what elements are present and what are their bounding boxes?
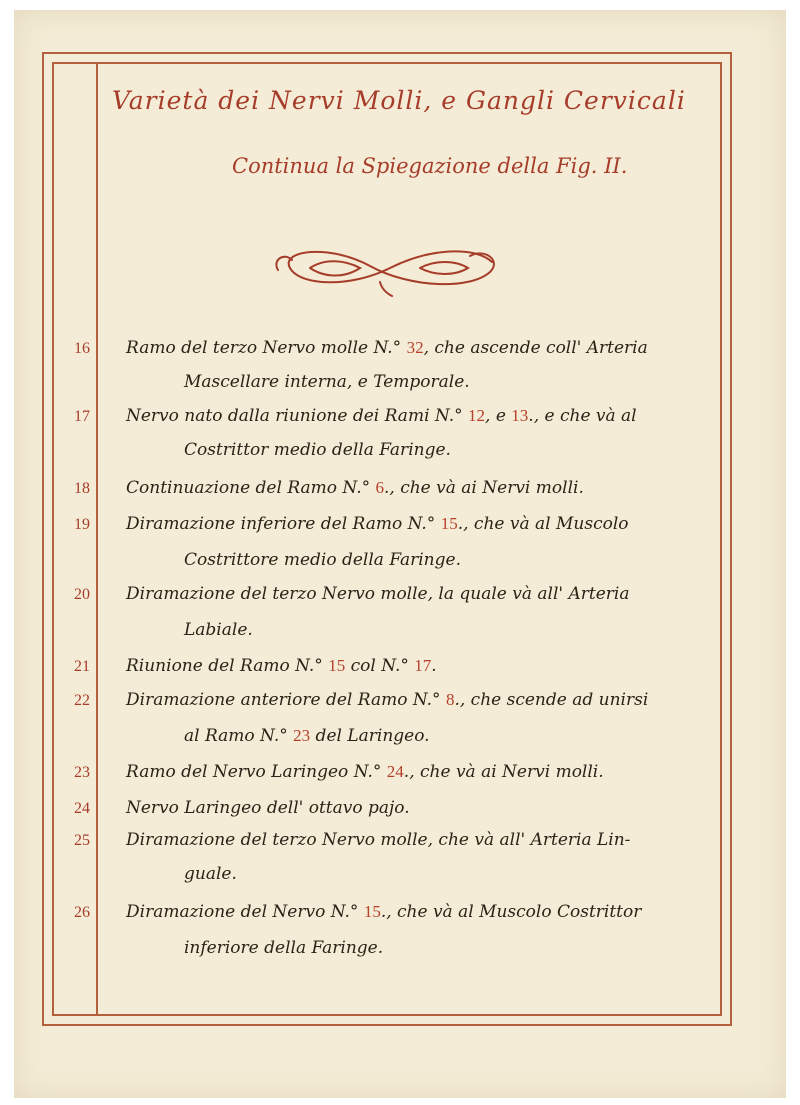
page-title: Varietà dei Nervi Molli, e Gangli Cervicali — [112, 86, 686, 115]
entry-text: Ramo del Nervo Laringeo N.° — [126, 762, 387, 782]
entry-text-line — [126, 830, 630, 850]
entry-text-line — [126, 690, 648, 710]
entry-text-line — [184, 864, 237, 884]
entry-number: 25 — [74, 832, 90, 849]
entry-text-line — [126, 406, 637, 426]
entry-text-line — [126, 902, 641, 922]
page-subtitle: Continua la Spiegazione della Fig. II. — [232, 154, 628, 178]
flourish-ornament — [270, 238, 510, 302]
entry-number: 20 — [74, 586, 90, 603]
reference-number: 15 — [328, 656, 346, 675]
reference-number: 32 — [406, 338, 424, 357]
reference-number: 24 — [386, 762, 404, 781]
entry-text: Mascellare interna, e Temporale. — [184, 372, 470, 392]
entry-number: 22 — [74, 692, 90, 709]
inner-border — [52, 62, 722, 1016]
entry-text: Labiale. — [184, 620, 253, 640]
entry-text-line — [126, 584, 630, 604]
reference-number: 6 — [375, 478, 384, 497]
entry-text: col N.° — [345, 656, 415, 676]
entry-text: Costrittor medio della Faringe. — [184, 440, 451, 460]
entry-number: 19 — [74, 516, 90, 533]
entry-text-line — [184, 726, 430, 746]
entry-text: Costrittore medio della Faringe. — [184, 550, 461, 570]
reference-number: 17 — [414, 656, 432, 675]
reference-number: 15 — [363, 902, 381, 921]
entry-text-line — [184, 938, 383, 958]
entry-text: del Laringeo. — [310, 726, 430, 746]
margin-rule — [96, 62, 98, 1016]
entry-number: 16 — [74, 340, 90, 357]
entry-text-line — [184, 620, 253, 640]
entry-text-line — [184, 550, 461, 570]
reference-number: 23 — [293, 726, 311, 745]
entry-text-line — [184, 372, 470, 392]
reference-number: 12 — [468, 406, 486, 425]
reference-number: 15 — [440, 514, 458, 533]
entry-text: ., che và ai Nervi molli. — [403, 762, 604, 782]
reference-number: 13 — [511, 406, 529, 425]
entry-text: al Ramo N.° — [184, 726, 294, 746]
entry-text: guale. — [184, 864, 237, 884]
entry-text: Riunione del Ramo N.° — [126, 656, 329, 676]
entry-text: Diramazione inferiore del Ramo N.° — [126, 514, 441, 534]
entry-text: Nervo nato dalla riunione dei Rami N.° — [126, 406, 469, 426]
entry-text: inferiore della Faringe. — [184, 938, 384, 958]
entry-text-line — [126, 656, 437, 676]
entry-text: ., che và al Muscolo Costrittor — [380, 902, 642, 922]
entry-text-line — [126, 478, 584, 498]
entry-text: Continuazione del Ramo N.° — [126, 478, 376, 498]
entry-number: 23 — [74, 764, 90, 781]
entry-text-line — [126, 338, 648, 358]
entry-text: Ramo del terzo Nervo molle N.° — [126, 338, 407, 358]
entry-number: 18 — [74, 480, 90, 497]
entry-text: Diramazione anteriore del Ramo N.° — [126, 690, 446, 710]
entry-text: ., che và ai Nervi molli. — [384, 478, 584, 498]
entry-text: , e — [485, 406, 512, 426]
entry-text: Nervo Laringeo dell' ottavo pajo. — [126, 798, 410, 818]
entry-text: Diramazione del terzo Nervo molle, la quale và all' Arteria — [126, 584, 630, 604]
entry-text-line — [184, 440, 451, 460]
entry-text: ., che và al Muscolo — [457, 514, 629, 534]
entry-text: . — [431, 656, 437, 676]
entry-number: 24 — [74, 800, 90, 817]
entry-number: 21 — [74, 658, 90, 675]
entry-number: 17 — [74, 408, 90, 425]
reference-number: 8 — [445, 690, 455, 709]
entry-number: 26 — [74, 904, 90, 921]
entry-text: , che ascende coll' Arteria — [423, 338, 648, 358]
entry-text: Diramazione del terzo Nervo molle, che và all' Arteria Lin- — [126, 830, 631, 850]
entry-text: Diramazione del Nervo N.° — [126, 902, 364, 922]
entry-text: ., che scende ad unirsi — [454, 690, 649, 710]
entry-text-line — [126, 514, 629, 534]
entry-text-line — [126, 798, 410, 818]
entry-text-line — [126, 762, 604, 782]
entry-text: ., e che và al — [528, 406, 637, 426]
